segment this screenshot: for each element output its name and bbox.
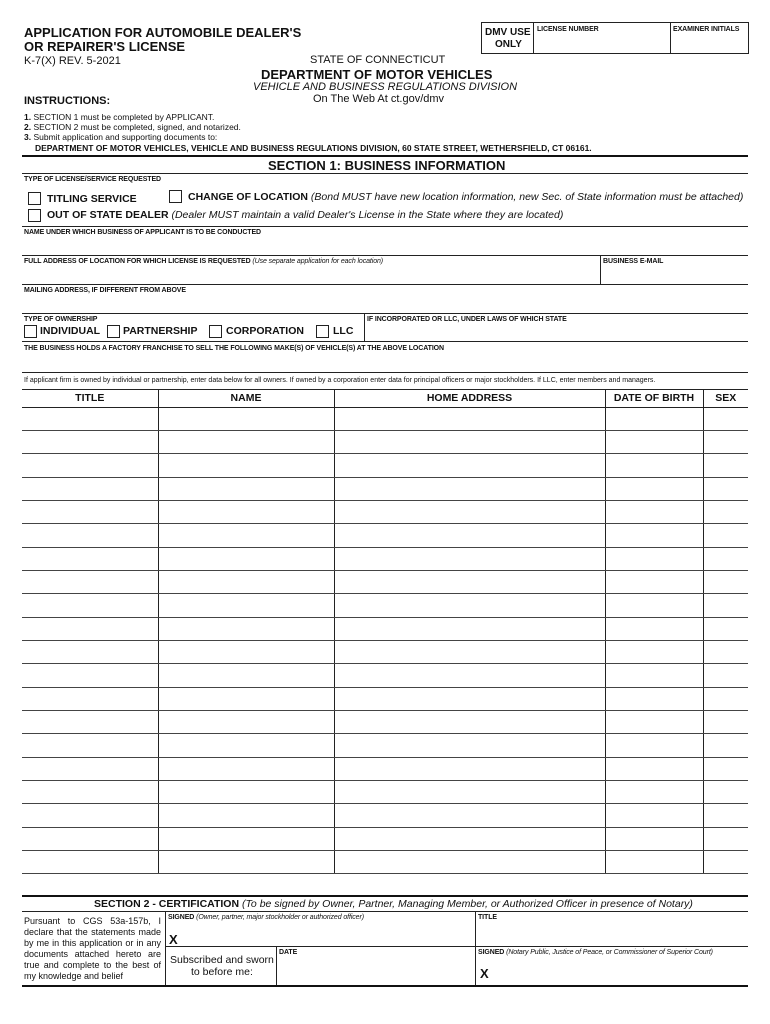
license-number-label: LICENSE NUMBER xyxy=(537,26,599,33)
full-address-label: FULL ADDRESS OF LOCATION FOR WHICH LICENSE IS REQUESTED xyxy=(24,258,251,265)
business-email-label: BUSINESS E-MAIL xyxy=(603,258,664,265)
owner-date-of-birth-cell[interactable] xyxy=(605,594,703,617)
business-email-field[interactable] xyxy=(602,267,748,283)
owner-home-address-cell[interactable] xyxy=(334,710,605,733)
owner-title-cell[interactable] xyxy=(22,734,158,757)
instruction-item-3: 3. Submit application and supporting documents to: xyxy=(24,132,218,142)
owner-title-cell[interactable] xyxy=(22,757,158,780)
corporation-label: CORPORATION xyxy=(226,325,304,337)
date-field[interactable] xyxy=(278,958,473,984)
table-row xyxy=(22,594,748,617)
owner-home-address-cell[interactable] xyxy=(334,524,605,547)
owner-name-cell[interactable] xyxy=(158,524,334,547)
column-header-sex: SEX xyxy=(703,389,748,407)
applicant-signature-field[interactable] xyxy=(182,923,472,945)
business-name-field[interactable] xyxy=(22,238,748,254)
instruction-item-1: 1. SECTION 1 must be completed by APPLICANT. xyxy=(24,112,215,122)
owner-title-cell[interactable] xyxy=(22,827,158,850)
owner-home-address-cell[interactable] xyxy=(334,547,605,570)
owner-title-cell[interactable] xyxy=(22,524,158,547)
owner-name-cell[interactable] xyxy=(158,500,334,523)
llc-checkbox[interactable] xyxy=(316,325,329,338)
mailing-address-field[interactable] xyxy=(22,296,748,312)
owner-title-cell[interactable] xyxy=(22,477,158,500)
owner-name-cell[interactable] xyxy=(158,734,334,757)
llc-label: LLC xyxy=(333,325,354,337)
owner-date-of-birth-cell[interactable] xyxy=(605,851,703,874)
owner-title-cell[interactable] xyxy=(22,547,158,570)
owner-title-cell[interactable] xyxy=(22,664,158,687)
owner-date-of-birth-cell[interactable] xyxy=(605,687,703,710)
table-row xyxy=(22,710,748,733)
individual-label: INDIVIDUAL xyxy=(40,325,101,337)
owner-sex-cell[interactable] xyxy=(703,804,748,827)
table-row xyxy=(22,664,748,687)
instructions-heading: INSTRUCTIONS: xyxy=(24,95,111,107)
owner-date-of-birth-cell[interactable] xyxy=(605,500,703,523)
partnership-label: PARTNERSHIP xyxy=(123,325,198,337)
sworn-text-line2: to before me: xyxy=(191,966,253,978)
owner-sex-cell[interactable] xyxy=(703,547,748,570)
owner-title-cell[interactable] xyxy=(22,640,158,663)
owner-home-address-cell[interactable] xyxy=(334,640,605,663)
owner-name-cell[interactable] xyxy=(158,594,334,617)
owner-home-address-cell[interactable] xyxy=(334,757,605,780)
franchise-field[interactable] xyxy=(22,355,748,371)
table-row xyxy=(22,547,748,570)
owner-sex-cell[interactable] xyxy=(703,781,748,804)
table-row xyxy=(22,804,748,827)
titling-service-checkbox[interactable] xyxy=(28,192,41,205)
certification-statement: Pursuant to CGS 53a-157b, I declare that the statements made by me in this application or in any documents attached hereto are true and complete to the best of my knowledge and belief xyxy=(24,916,161,981)
owner-date-of-birth-cell[interactable] xyxy=(605,430,703,453)
owner-date-of-birth-cell[interactable] xyxy=(605,570,703,593)
owner-home-address-cell[interactable] xyxy=(334,407,605,430)
owner-title-cell[interactable] xyxy=(22,500,158,523)
owner-home-address-cell[interactable] xyxy=(334,500,605,523)
owner-home-address-cell[interactable] xyxy=(334,851,605,874)
owner-sex-cell[interactable] xyxy=(703,687,748,710)
owner-date-of-birth-cell[interactable] xyxy=(605,547,703,570)
full-address-text xyxy=(24,258,383,265)
owner-name-cell[interactable] xyxy=(158,454,334,477)
table-row xyxy=(22,477,748,500)
owner-name-cell[interactable] xyxy=(158,687,334,710)
owner-name-cell[interactable] xyxy=(158,430,334,453)
full-address-field[interactable] xyxy=(22,267,598,283)
owner-name-cell[interactable] xyxy=(158,570,334,593)
owner-sex-cell[interactable] xyxy=(703,851,748,874)
owners-table xyxy=(22,389,748,874)
owner-title-cell[interactable] xyxy=(22,804,158,827)
owner-name-cell[interactable] xyxy=(158,757,334,780)
titling-service-label: TITLING SERVICE xyxy=(47,193,137,205)
franchise-label: THE BUSINESS HOLDS A FACTORY FRANCHISE TO SELL THE FOLLOWING MAKE(S) OF VEHICLE(S) AT THE ABOVE LOCATION xyxy=(24,345,444,352)
title-field[interactable] xyxy=(477,923,748,945)
owner-home-address-cell[interactable] xyxy=(334,430,605,453)
owner-name-cell[interactable] xyxy=(158,851,334,874)
notary-signed-text xyxy=(478,949,713,956)
out-of-state-note: (Dealer MUST maintain a valid Dealer's License in the State where they are located) xyxy=(171,209,564,221)
owner-title-cell[interactable] xyxy=(22,781,158,804)
owner-home-address-cell[interactable] xyxy=(334,734,605,757)
owner-name-cell[interactable] xyxy=(158,664,334,687)
column-header-title: TITLE xyxy=(22,389,158,407)
incorporated-state-label: IF INCORPORATED OR LLC, UNDER LAWS OF WHICH STATE xyxy=(367,316,567,323)
owner-date-of-birth-cell[interactable] xyxy=(605,710,703,733)
column-header-date-of-birth: DATE OF BIRTH xyxy=(605,389,703,407)
section2-heading-line xyxy=(94,898,693,910)
table-row xyxy=(22,570,748,593)
notary-signed-label: SIGNED xyxy=(478,949,505,956)
owner-sex-cell[interactable] xyxy=(703,757,748,780)
owner-date-of-birth-cell[interactable] xyxy=(605,734,703,757)
owner-home-address-cell[interactable] xyxy=(334,477,605,500)
owner-date-of-birth-cell[interactable] xyxy=(605,664,703,687)
owner-name-cell[interactable] xyxy=(158,617,334,640)
section2-heading: SECTION 2 - CERTIFICATION xyxy=(94,898,240,910)
change-location-note: (Bond MUST have new location information, new Sec. of State information must be attached) xyxy=(310,191,744,203)
owner-title-cell[interactable] xyxy=(22,710,158,733)
column-header-name: NAME xyxy=(158,389,334,407)
form-number: K-7(X) REV. 5-2021 xyxy=(24,55,121,67)
owner-date-of-birth-cell[interactable] xyxy=(605,477,703,500)
owner-title-cell[interactable] xyxy=(22,570,158,593)
owner-sex-cell[interactable] xyxy=(703,734,748,757)
submission-address: DEPARTMENT OF MOTOR VEHICLES, VEHICLE AND BUSINESS REGULATIONS DIVISION, 60 STATE STREET, WETHERSFIELD, CT 06161. xyxy=(35,143,592,153)
owner-sex-cell[interactable] xyxy=(703,594,748,617)
owner-title-cell[interactable] xyxy=(22,617,158,640)
table-row xyxy=(22,827,748,850)
partnership-checkbox[interactable] xyxy=(107,325,120,338)
applicant-signature-x: X xyxy=(169,932,178,947)
section1-heading: SECTION 1: BUSINESS INFORMATION xyxy=(268,158,506,173)
owner-date-of-birth-cell[interactable] xyxy=(605,757,703,780)
owner-title-cell[interactable] xyxy=(22,851,158,874)
section2-heading-note: (To be signed by Owner, Partner, Managing Member, or Authorized Officer in presence of Notary) xyxy=(241,898,693,910)
incorporated-state-field[interactable] xyxy=(366,325,748,340)
table-row xyxy=(22,430,748,453)
owner-sex-cell[interactable] xyxy=(703,617,748,640)
mailing-address-label: MAILING ADDRESS, IF DIFFERENT FROM ABOVE xyxy=(24,287,186,294)
table-row xyxy=(22,617,748,640)
out-of-state-checkbox[interactable] xyxy=(28,209,41,222)
owner-name-cell[interactable] xyxy=(158,781,334,804)
department-name: DEPARTMENT OF MOTOR VEHICLES xyxy=(261,67,493,82)
table-row xyxy=(22,500,748,523)
owner-name-cell[interactable] xyxy=(158,827,334,850)
applicant-signed-label: SIGNED xyxy=(168,914,195,921)
owner-name-cell[interactable] xyxy=(158,407,334,430)
owner-name-cell[interactable] xyxy=(158,710,334,733)
change-location-label: CHANGE OF LOCATION xyxy=(188,191,308,203)
owner-name-cell[interactable] xyxy=(158,804,334,827)
owner-sex-cell[interactable] xyxy=(703,664,748,687)
notary-signature-field[interactable] xyxy=(493,958,748,984)
change-location-checkbox[interactable] xyxy=(169,190,182,203)
owner-sex-cell[interactable] xyxy=(703,407,748,430)
applicant-signed-note: (Owner, partner, major stockholder or authorized officer) xyxy=(196,914,364,921)
dmv-only-label: ONLY xyxy=(495,39,522,50)
form-title-line1: APPLICATION FOR AUTOMOBILE DEALER'S xyxy=(24,25,302,40)
sworn-text-line1: Subscribed and sworn xyxy=(170,954,274,966)
owner-date-of-birth-cell[interactable] xyxy=(605,827,703,850)
owner-date-of-birth-cell[interactable] xyxy=(605,804,703,827)
column-header-home-address: HOME ADDRESS xyxy=(334,389,605,407)
owner-home-address-cell[interactable] xyxy=(334,570,605,593)
examiner-initials-label: EXAMINER INITIALS xyxy=(673,26,740,33)
business-name-label: NAME UNDER WHICH BUSINESS OF APPLICANT IS TO BE CONDUCTED xyxy=(24,229,261,236)
date-label: DATE xyxy=(279,949,298,956)
owner-sex-cell[interactable] xyxy=(703,640,748,663)
owner-name-cell[interactable] xyxy=(158,640,334,663)
table-row xyxy=(22,640,748,663)
table-row xyxy=(22,851,748,874)
license-type-label: TYPE OF LICENSE/SERVICE REQUESTED xyxy=(24,176,161,183)
owner-home-address-cell[interactable] xyxy=(334,454,605,477)
owner-title-cell[interactable] xyxy=(22,430,158,453)
table-row xyxy=(22,687,748,710)
owners-table-header xyxy=(22,389,748,407)
ownership-type-label: TYPE OF OWNERSHIP xyxy=(24,316,98,323)
out-of-state-text xyxy=(47,209,563,221)
owner-title-cell[interactable] xyxy=(22,594,158,617)
owner-home-address-cell[interactable] xyxy=(334,617,605,640)
owner-date-of-birth-cell[interactable] xyxy=(605,617,703,640)
table-row xyxy=(22,524,748,547)
applicant-signed-text xyxy=(168,914,364,921)
table-row xyxy=(22,407,748,430)
owner-date-of-birth-cell[interactable] xyxy=(605,781,703,804)
owners-note: If applicant firm is owned by individual or partnership, enter data below for all owners. If owned by a corporation enter data for principal officers or major stockholders. If LLC, enter members and managers. xyxy=(24,377,656,384)
state-name: STATE OF CONNECTICUT xyxy=(310,54,446,66)
dmv-use-box xyxy=(481,22,749,54)
owner-sex-cell[interactable] xyxy=(703,500,748,523)
owner-sex-cell[interactable] xyxy=(703,430,748,453)
owner-home-address-cell[interactable] xyxy=(334,664,605,687)
owner-name-cell[interactable] xyxy=(158,547,334,570)
notary-signature-x: X xyxy=(480,966,489,981)
website: On The Web At ct.gov/dmv xyxy=(313,93,445,105)
owner-date-of-birth-cell[interactable] xyxy=(605,640,703,663)
instruction-item-2: 2. SECTION 2 must be completed, signed, and notarized. xyxy=(24,122,241,132)
instructions-list xyxy=(24,112,241,142)
owner-sex-cell[interactable] xyxy=(703,570,748,593)
owner-title-cell[interactable] xyxy=(22,687,158,710)
owner-name-cell[interactable] xyxy=(158,477,334,500)
change-location-text xyxy=(188,191,743,203)
notary-signed-note: (Notary Public, Justice of Peace, or Commissioner of Superior Court) xyxy=(506,949,713,956)
owner-home-address-cell[interactable] xyxy=(334,594,605,617)
owner-home-address-cell[interactable] xyxy=(334,827,605,850)
owner-sex-cell[interactable] xyxy=(703,454,748,477)
table-row xyxy=(22,734,748,757)
owner-home-address-cell[interactable] xyxy=(334,804,605,827)
owner-home-address-cell[interactable] xyxy=(334,781,605,804)
table-row xyxy=(22,757,748,780)
owner-title-cell[interactable] xyxy=(22,454,158,477)
table-row xyxy=(22,454,748,477)
owner-sex-cell[interactable] xyxy=(703,477,748,500)
owner-date-of-birth-cell[interactable] xyxy=(605,407,703,430)
corporation-checkbox[interactable] xyxy=(209,325,222,338)
owner-sex-cell[interactable] xyxy=(703,827,748,850)
owner-date-of-birth-cell[interactable] xyxy=(605,454,703,477)
full-address-note: (Use separate application for each location) xyxy=(252,258,384,265)
table-row xyxy=(22,781,748,804)
individual-checkbox[interactable] xyxy=(24,325,37,338)
division-name: VEHICLE AND BUSINESS REGULATIONS DIVISION xyxy=(253,81,518,93)
owner-sex-cell[interactable] xyxy=(703,524,748,547)
out-of-state-label: OUT OF STATE DEALER xyxy=(47,209,169,221)
owner-date-of-birth-cell[interactable] xyxy=(605,524,703,547)
owner-home-address-cell[interactable] xyxy=(334,687,605,710)
form-title-line2: OR REPAIRER'S LICENSE xyxy=(24,39,186,54)
owner-sex-cell[interactable] xyxy=(703,710,748,733)
owner-title-cell[interactable] xyxy=(22,407,158,430)
title-label: TITLE xyxy=(478,914,497,921)
dmv-use-label: DMV USE xyxy=(485,27,531,38)
